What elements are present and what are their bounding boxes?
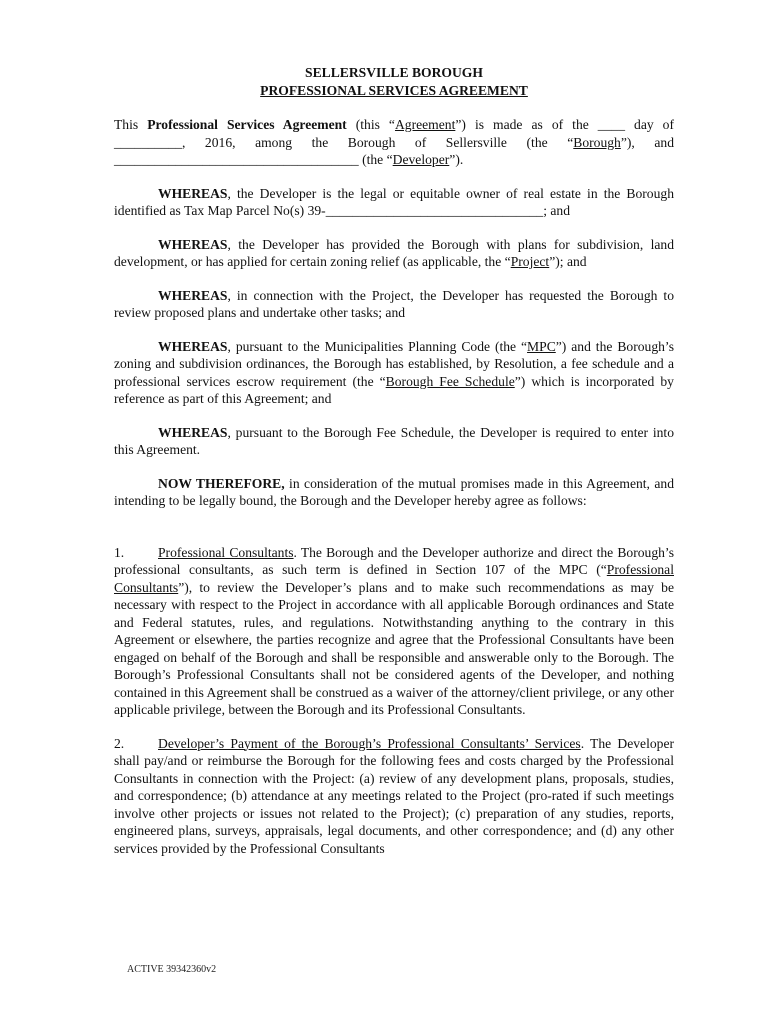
intro-text-4: ”), and ____________________________________ (the “ (114, 134, 674, 167)
defined-term-professional-consultants: Professional Consultants (114, 562, 674, 595)
recital-text: , pursuant to the Municipalities Planning Code (the “ (227, 338, 528, 354)
recital-text: ”) and the Borough’s zoning and subdivision ordinances, the Borough has established, by Resolution, a fee schedule and a professional services escrow requirement (the “ (114, 338, 674, 389)
section-heading: Developer’s Payment of the Borough’s Professional Consultants’ Services (158, 735, 581, 751)
section-number: 1. (114, 544, 125, 560)
intro-text-3: ”) is made as of the ____ day of __________, 2016, among the Borough of Sellersville (the “ (114, 117, 674, 150)
intro-text-5: ”). (449, 152, 464, 167)
defined-term-developer: Developer (392, 152, 450, 167)
defined-term-borough: Borough (573, 134, 621, 150)
title-line-1: SELLERSVILLE BOROUGH (305, 65, 483, 80)
recital-text: , in connection with the Project, the Developer has requested the Borough to review proposed plans and undertake other tasks; and (114, 287, 674, 320)
section-number: 2. (114, 735, 125, 751)
intro-text-1: This (114, 117, 148, 132)
section-1 (114, 544, 674, 719)
intro-bold-term: Professional Services Agreement (147, 117, 347, 132)
recital-2 (114, 236, 674, 271)
recital-keyword: NOW THEREFORE, (158, 475, 285, 491)
document-title (114, 64, 674, 100)
document-body (114, 64, 674, 857)
recital-text: , the Developer is the legal or equitable owner of real estate in the Borough identified as Tax Map Parcel No(s) 39-________________________________; and (114, 185, 674, 218)
recital-keyword: WHEREAS (158, 424, 228, 440)
recital-text: ”); and (549, 254, 587, 269)
recital-keyword: WHEREAS (158, 185, 228, 201)
recital-5 (114, 424, 674, 459)
defined-term-agreement: Agreement (394, 117, 456, 132)
recital-keyword: WHEREAS (158, 236, 228, 252)
recital-now-therefore (114, 475, 674, 510)
recital-1 (114, 185, 674, 220)
recital-text: ”) which is incorporated by reference as part of this Agreement; and (114, 373, 674, 406)
recital-keyword: WHEREAS (158, 287, 228, 303)
section-text: . The Borough and the Developer authorize and direct the Borough’s professional consultants, as such term is defined in Section 107 of the MPC (“ (114, 544, 674, 577)
document-id-footer: ACTIVE 39342360v2 (127, 964, 217, 975)
recital-keyword: WHEREAS (158, 338, 228, 354)
intro-text-2: (this “ (346, 117, 395, 132)
section-text: ”), to review the Developer’s plans and to make such recommendations as may be necessary with respect to the Project in accordance with all applicable Borough ordinances and State and Federal statutes, rules, and regulations. Notwithstanding anything to the contrary in this Agreement or elsewhere, the parties recognize and agree that the Professional Consultants have been engaged on behalf of the Borough and shall be responsible and answerable only to the Borough. The Borough’s Professional Consultants shall not be considered agents of the Developer, and nothing contained in this Agreement shall be construed as a waiver of the attorney/client privilege, or any other applicable privilege, between the Borough and its Professional Consultants. (114, 579, 674, 717)
recital-3 (114, 287, 674, 322)
section-text: . The Developer shall pay/and or reimburse the Borough for the following fees and costs charged by the Professional Consultants in connection with the Project: (a) review of any development plans, proposals, studies, and correspondence; (b) attendance at any meetings related to the Project (pro-rated if such meetings involve other projects or issues not related to the Project); (c) preparation of any studies, reports, engineered plans, surveys, appraisals, legal documents, and other correspondence; and (d) any other services provided by the Professional Consultants (114, 735, 674, 856)
section-heading: Professional Consultants (158, 544, 294, 560)
defined-term-mpc: MPC (527, 338, 556, 354)
recital-text: in consideration of the mutual promises made in this Agreement, and intending to be legally bound, the Borough and the Developer hereby agree as follows: (114, 475, 674, 508)
section-2 (114, 735, 674, 858)
recital-4 (114, 338, 674, 408)
intro-paragraph (114, 116, 674, 169)
recital-text: , the Developer has provided the Borough with plans for subdivision, land development, or has applied for certain zoning relief (as applicable, the “ (114, 236, 674, 269)
recital-text: , pursuant to the Borough Fee Schedule, the Developer is required to enter into this Agreement. (114, 424, 674, 457)
defined-term-fee-schedule: Borough Fee Schedule (385, 373, 515, 389)
title-line-2: PROFESSIONAL SERVICES AGREEMENT (260, 83, 528, 98)
defined-term-project: Project (510, 254, 550, 269)
